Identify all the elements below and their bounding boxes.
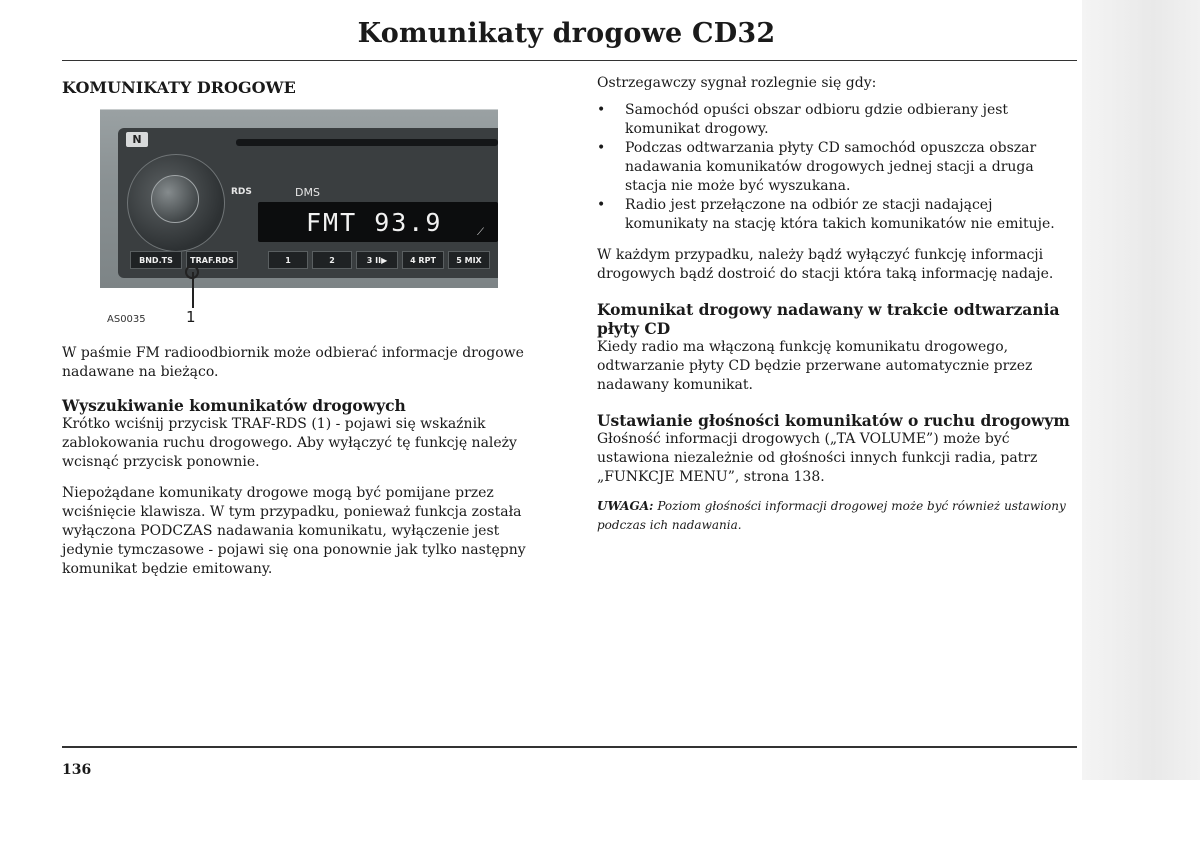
cd-slot [236,139,498,146]
footer-rule [62,746,1077,748]
radio-button-row [130,251,498,269]
right-column [597,74,1077,535]
search-heading: Wyszukiwanie komunikatów drogowych [62,396,406,415]
rds-logo: RDS [231,187,252,197]
search-paragraph: Krótko wciśnij przycisk TRAF-RDS (1) - pojawi się wskaźnik zablokowania ruchu drogowego. Aby wyłączyć tę funkcję należy wcisnąć przycisk ponownie. [62,416,517,470]
left-column-heading [62,78,532,97]
note-text: Poziom głośności informacji drogowej może być również ustawiony podczas ich nadawania. [597,499,1066,532]
cd-heading: Komunikat drogowy nadawany w trakcie odtwarzania płyty CD [597,300,1060,338]
section-heading: KOMUNIKATY DROGOWE [62,78,296,97]
volume-knob [151,175,199,223]
callout-number: 1 [186,308,196,326]
dms-logo: DMS [295,186,320,199]
display-readout: FMT 93.9 [306,208,443,237]
bnd-ts-button: BND.TS [130,251,182,269]
note-label: UWAGA: [597,499,654,513]
intro-paragraph: W paśmie FM radioodbiornik może odbierać informacje drogowe nadawane na bieżąco. [62,345,524,380]
volume-heading: Ustawianie głośności komunikatów o ruchu drogowym [597,411,1070,430]
preset-4-button: 4 RPT [402,251,444,269]
preset-5-button: 5 MIX [448,251,490,269]
preset-3-button: 3 II▶ [356,251,398,269]
radio-faceplate [118,128,498,278]
page-number: 136 [62,762,92,778]
warning-intro: Ostrzegawczy sygnał rozlegnie się gdy: [597,75,877,91]
cd-paragraph: Kiedy radio ma włączoną funkcję komunikatu drogowego, odtwarzanie płyty CD będzie przerwane automatycznie przez nadawany komunikat. [597,339,1033,393]
left-column-body [62,344,532,579]
note-paragraph [597,497,1077,535]
signal-icon: ⟋ [477,227,484,238]
callout-line [192,272,194,308]
preset-2-button: 2 [312,251,352,269]
list-item: • Podczas odtwarzania płyty CD samochód opuszcza obszar nadawania komunikatów drogowych jednej stacji a druga stacja nie może być wyszukana. [597,139,1077,196]
preset-1-button: 1 [268,251,308,269]
volume-paragraph: Głośność informacji drogowych („TA VOLUME”) może być ustawiona niezależnie od głośności innych funkcji radia, patrz „FUNKCJE MENU”, strona 138. [597,431,1038,485]
list-item: • Radio jest przełączone na odbiór ze stacji nadającej komunikaty na stację która takich komunikatów nie emituje. [597,196,1077,234]
brand-badge: N [126,132,148,147]
radio-display [258,202,498,242]
traf-rds-button: TRAF.RDS [186,251,238,269]
list-item: • Samochód opuści obszar odbioru gdzie odbierany jest komunikat drogowy. [597,101,1077,139]
warning-list [597,101,1077,234]
skip-paragraph: Niepożądane komunikaty drogowe mogą być pomijane przez wciśnięcie klawisza. W tym przypadku, ponieważ funkcja została wyłączona PODCZAS nadawania komunikatu, wyłączenie jest jedynie tymczasowe - pojawi się ona ponownie jak tylko następny komunikat będzie emitowany. [62,485,526,577]
radio-illustration [100,109,498,288]
figure-code: AS0035 [107,314,146,325]
every-case-paragraph: W każdym przypadku, należy bądź wyłączyć funkcję informacji drogowych bądź dostroić do stacji która taką informację nadaje. [597,247,1054,282]
header-rule [62,60,1077,61]
page-edge-shade [1082,0,1200,780]
page-title: Komunikaty drogowe CD32 [357,18,776,49]
